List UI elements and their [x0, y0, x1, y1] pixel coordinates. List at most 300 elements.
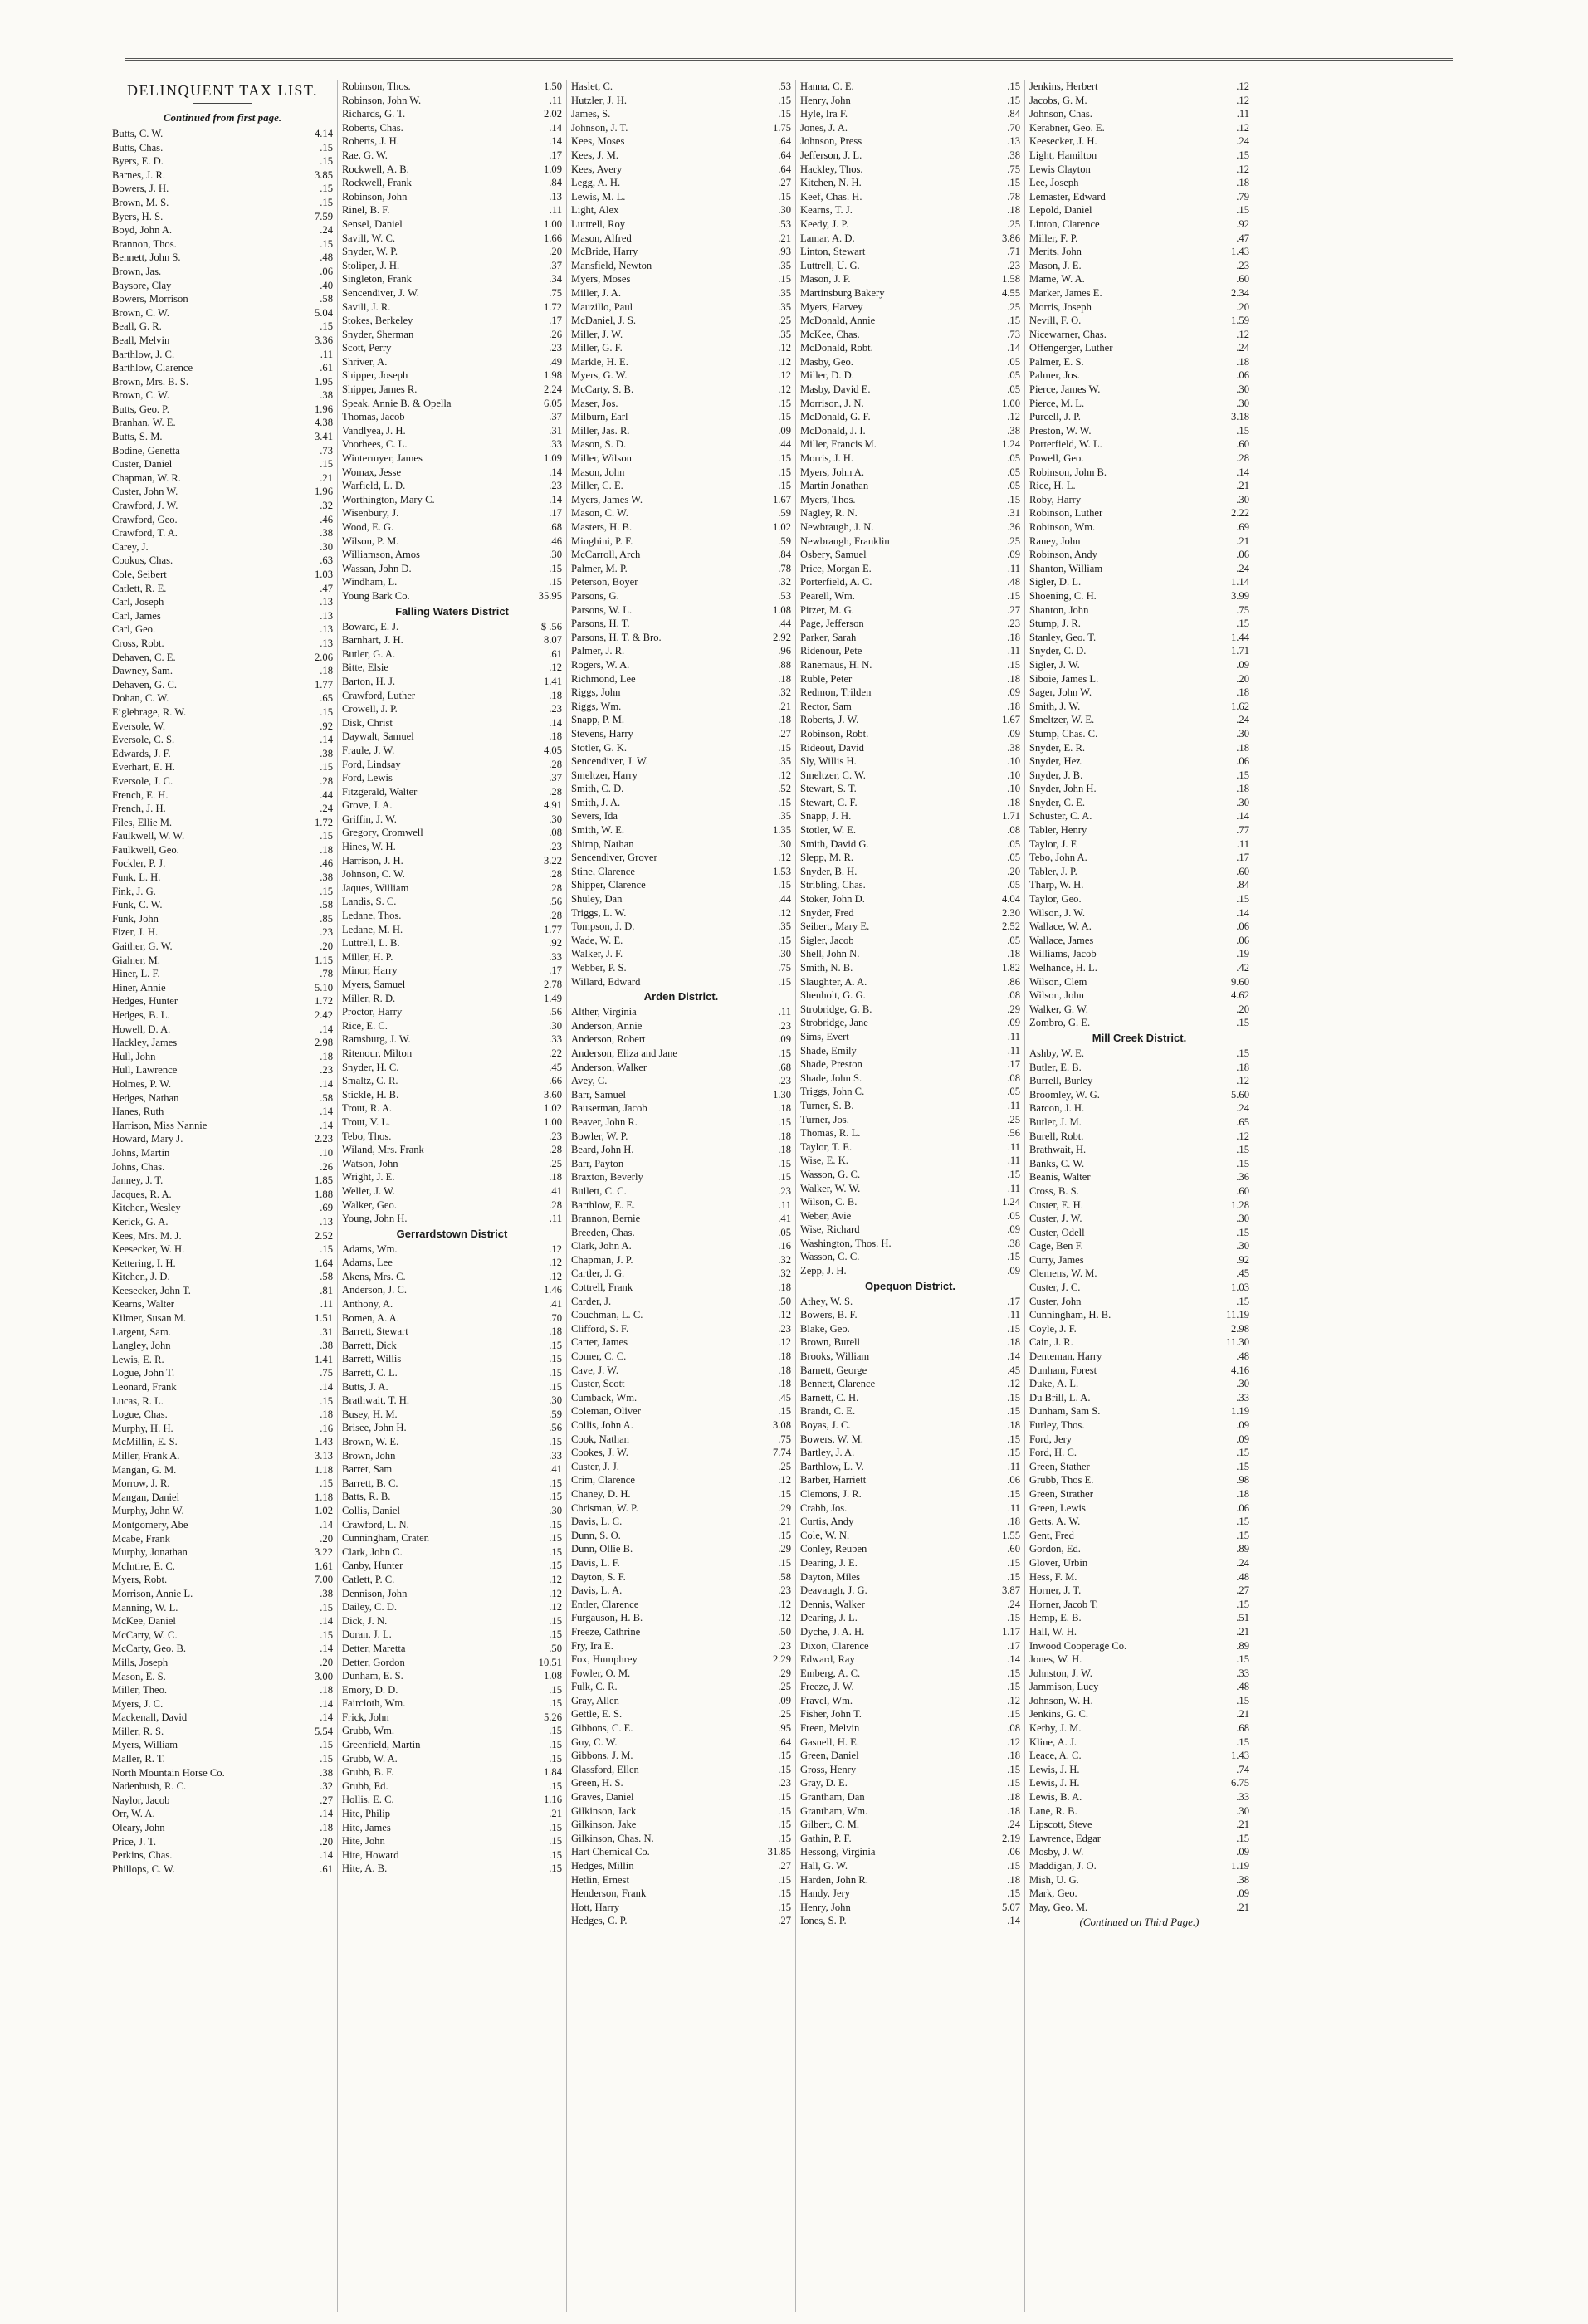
tax-entry-row [800, 782, 1020, 796]
tax-amount: .33 [549, 950, 562, 963]
tax-entry-row [571, 1653, 791, 1667]
taxpayer-name: Shell, John N. [800, 948, 860, 960]
taxpayer-name: Parsons, H. T. & Bro. [571, 631, 662, 643]
tax-amount: .09 [1007, 549, 1020, 561]
tax-entry-row [342, 785, 562, 799]
tax-entry-row [571, 727, 791, 741]
taxpayer-name: Edward, Ray [800, 1653, 855, 1666]
tax-entry-row [1029, 1088, 1249, 1102]
tax-amount: .42 [1236, 962, 1249, 974]
taxpayer-name: Brown, John [342, 1449, 396, 1462]
tax-amount: .22 [549, 1047, 562, 1059]
tax-amount: 1.02 [772, 521, 791, 533]
tax-amount: .09 [1007, 1265, 1020, 1277]
tax-amount: .15 [320, 830, 333, 842]
tax-entry-row [800, 424, 1020, 438]
taxpayer-name: Miller, F. P. [1029, 232, 1078, 244]
taxpayer-name: McCarty, Geo. B. [112, 1643, 187, 1655]
tax-amount: .26 [549, 328, 562, 340]
taxpayer-name: Gent, Fred [1029, 1529, 1074, 1541]
tax-amount: .18 [1007, 1873, 1020, 1886]
tax-amount: .11 [1007, 1501, 1020, 1514]
tax-entry-row [342, 163, 562, 177]
tax-entry-row [800, 1154, 1020, 1168]
tax-entry-row [1029, 190, 1249, 204]
taxpayer-name: Mangan, G. M. [112, 1463, 177, 1476]
tax-amount: .24 [1236, 714, 1249, 726]
taxpayer-name: James, S. [571, 108, 611, 120]
taxpayer-name: Orr, W. A. [112, 1808, 155, 1820]
taxpayer-name: Morris, Joseph [1029, 300, 1092, 313]
tax-amount: .15 [1007, 1322, 1020, 1335]
tax-amount: .15 [549, 1436, 562, 1448]
tax-amount: .18 [1236, 355, 1249, 368]
tax-amount: .31 [1007, 507, 1020, 520]
taxpayer-name: Mason, C. W. [571, 507, 628, 520]
tax-amount: .23 [778, 1639, 791, 1652]
taxpayer-name: Mason, S. D. [571, 438, 627, 451]
tax-amount: .09 [778, 1033, 791, 1046]
taxpayer-name: Gettle, E. S. [571, 1708, 623, 1721]
tax-amount: 5.26 [543, 1711, 562, 1723]
tax-amount: .14 [320, 1643, 333, 1655]
taxpayer-name: Robinson, Andy [1029, 549, 1097, 561]
tax-amount: .09 [1236, 1887, 1249, 1900]
tax-amount: .11 [549, 204, 562, 217]
tax-amount: .28 [549, 868, 562, 881]
taxpayer-name: Faircloth, Wm. [342, 1697, 406, 1710]
taxpayer-name: Brannon, Bernie [571, 1213, 641, 1225]
tax-amount: .23 [1007, 259, 1020, 271]
tax-amount: .15 [1007, 1168, 1020, 1180]
tax-amount: 1.00 [1001, 397, 1020, 409]
tax-amount: .58 [320, 1271, 333, 1283]
taxpayer-name: Kearns, Walter [112, 1298, 174, 1311]
tax-amount: .11 [549, 1213, 562, 1225]
tax-entry-row [571, 809, 791, 823]
tax-amount: .20 [320, 1532, 333, 1545]
tax-entry-row [112, 788, 333, 803]
tax-entry-row [342, 1821, 562, 1835]
taxpayer-name: Myers, Harvey [800, 300, 863, 313]
tax-entry-row [342, 854, 562, 868]
tax-entry-row [342, 1421, 562, 1435]
tax-entry-row [1029, 1721, 1249, 1736]
tax-entry-row [800, 851, 1020, 865]
tax-amount: .15 [1007, 94, 1020, 106]
tax-amount: .37 [549, 772, 562, 784]
taxpayer-name: Duke, A. L. [1029, 1378, 1079, 1390]
tax-amount: .18 [1007, 1750, 1020, 1762]
taxpayer-name: Files, Ellie M. [112, 816, 173, 828]
tax-amount: .15 [778, 466, 791, 478]
tax-entry-row [800, 1707, 1020, 1721]
tax-amount: .24 [320, 224, 333, 237]
tax-amount: .12 [778, 1309, 791, 1321]
taxpayer-name: Turner, Jos. [800, 1113, 849, 1125]
tax-amount: .13 [320, 623, 333, 636]
tax-entry-row [342, 1352, 562, 1366]
tax-entry-row [342, 689, 562, 703]
tax-amount: .17 [549, 507, 562, 520]
taxpayer-name: Lepold, Daniel [1029, 204, 1092, 217]
taxpayer-name: Kerby, J. M. [1029, 1722, 1082, 1735]
taxpayer-name: Miller, Francis M. [800, 438, 877, 451]
taxpayer-name: Jenkins, Herbert [1029, 81, 1098, 92]
taxpayer-name: Green, Stather [1029, 1460, 1090, 1472]
taxpayer-name: Comer, C. C. [571, 1350, 627, 1363]
tax-entry-row [571, 961, 791, 975]
taxpayer-name: Womax, Jesse [342, 466, 402, 478]
tax-amount: .15 [320, 320, 333, 333]
tax-entry-row [800, 217, 1020, 232]
tax-entry-row [571, 259, 791, 273]
tax-amount: .38 [320, 872, 333, 884]
taxpayer-name: Price, J. T. [112, 1835, 157, 1848]
tax-entry-row [1029, 782, 1249, 796]
tax-entry-row [800, 1721, 1020, 1736]
taxpayer-name: Myers, William [112, 1739, 178, 1751]
tax-entry-row [112, 1697, 333, 1711]
tax-amount: 1.19 [1230, 1860, 1249, 1872]
tax-amount: .11 [1007, 645, 1020, 657]
tax-amount: .18 [1007, 1804, 1020, 1817]
tax-entry-row [800, 644, 1020, 658]
tax-amount: .15 [549, 1752, 562, 1765]
tax-amount: .18 [549, 689, 562, 701]
tax-entry-row [342, 134, 562, 149]
tax-entry-row [571, 1295, 791, 1309]
taxpayer-name: McBride, Harry [571, 246, 638, 258]
taxpayer-name: Hull, Lawrence [112, 1064, 178, 1077]
taxpayer-name: Grantham, Wm. [800, 1804, 868, 1817]
taxpayer-name: Custer, Odell [1029, 1226, 1085, 1238]
tax-amount: .12 [549, 1573, 562, 1585]
tax-amount: .84 [1236, 879, 1249, 891]
tax-amount: .18 [1236, 686, 1249, 699]
tax-entry-row [571, 1350, 791, 1364]
column-5 [1024, 80, 1253, 2312]
tax-entry-row [1029, 1184, 1249, 1199]
taxpayer-name: Robinson, John [342, 190, 408, 203]
taxpayer-name: Crowell, J. P. [342, 703, 398, 715]
tax-amount: .15 [1007, 1763, 1020, 1775]
tax-amount: .15 [1236, 1598, 1249, 1610]
tax-entry-row [800, 1350, 1020, 1364]
taxpayer-name: Dailey, C. D. [342, 1601, 397, 1614]
tax-entry-row [112, 1449, 333, 1463]
tax-amount: .68 [778, 1061, 791, 1073]
taxpayer-name: Wilson, Clem [1029, 975, 1087, 988]
taxpayer-name: Bowler, W. P. [571, 1130, 628, 1142]
tax-amount: .18 [778, 1130, 791, 1142]
taxpayer-name: Sencendiver, J. W. [342, 286, 419, 299]
tax-amount: .15 [1007, 1860, 1020, 1872]
taxpayer-name: Robinson, Wm. [1029, 521, 1096, 533]
tax-entry-row [800, 769, 1020, 783]
tax-entry-row [571, 672, 791, 686]
taxpayer-name: Custer, J. J. [571, 1460, 619, 1472]
tax-amount: 1.58 [1001, 273, 1020, 286]
tax-amount: .15 [1236, 1832, 1249, 1844]
taxpayer-name: Entler, Clarence [571, 1598, 639, 1610]
tax-entry-row [112, 1380, 333, 1394]
tax-entry-row [571, 107, 791, 121]
tax-entry-row [342, 813, 562, 827]
tax-amount: .15 [1007, 1447, 1020, 1459]
tax-entry-row [342, 1297, 562, 1311]
tax-entry-row [800, 341, 1020, 355]
tax-entry-row [571, 851, 791, 865]
taxpayer-name: Crawford, Geo. [112, 513, 178, 525]
tax-amount: .30 [1236, 727, 1249, 740]
tax-amount: 1.72 [314, 995, 333, 1008]
tax-amount: .15 [1236, 1736, 1249, 1748]
tax-entry-row [112, 1270, 333, 1284]
tax-entry-row [571, 892, 791, 906]
tax-amount: .28 [1236, 452, 1249, 465]
tax-amount: 2.98 [1230, 1322, 1249, 1335]
tax-amount: .30 [549, 813, 562, 825]
taxpayer-name: Bowers, B. F. [800, 1309, 858, 1321]
tax-entry-row [571, 1832, 791, 1846]
columns-container [108, 80, 1486, 2312]
tax-amount: .25 [778, 1460, 791, 1472]
taxpayer-name: Sigler, J. W. [1029, 658, 1080, 671]
taxpayer-name: Snyder, C. E. [1029, 796, 1086, 808]
taxpayer-name: Eversole, C. S. [112, 734, 175, 746]
taxpayer-name: Slepp, M. R. [800, 852, 854, 864]
tax-entry-row [571, 1170, 791, 1184]
taxpayer-name: Davis, L. C. [571, 1516, 623, 1528]
tax-amount: .15 [1236, 1226, 1249, 1238]
tax-entry-row [571, 1418, 791, 1433]
tax-amount: .15 [1007, 1887, 1020, 1900]
tax-entry-row [1029, 452, 1249, 466]
tax-amount: .21 [320, 471, 333, 484]
tax-amount: 1.51 [314, 1312, 333, 1325]
tax-entry-row [112, 1394, 333, 1409]
taxpayer-name: Smaltz, C. R. [342, 1075, 398, 1087]
taxpayer-name: Lamar, A. D. [800, 232, 855, 244]
tax-entry-row [112, 760, 333, 774]
tax-entry-row [342, 1212, 562, 1226]
tax-entry-row [800, 1529, 1020, 1543]
tax-amount: .15 [778, 1171, 791, 1184]
tax-entry-row [571, 1074, 791, 1088]
tax-entry-row [342, 1283, 562, 1297]
tax-entry-row [800, 410, 1020, 424]
tax-amount: .09 [778, 1694, 791, 1706]
tax-entry-row [112, 691, 333, 706]
taxpayer-name: Bodine, Genetta [112, 444, 180, 456]
taxpayer-name: Gilbert, C. M. [800, 1819, 860, 1831]
tax-amount: .30 [549, 1394, 562, 1407]
tax-amount: .64 [778, 163, 791, 175]
taxpayer-name: Myers, Thos. [800, 493, 856, 505]
tax-entry-row [1029, 1667, 1249, 1681]
tax-entry-row [800, 1859, 1020, 1873]
taxpayer-name: Anderson, Eliza and Jane [571, 1047, 677, 1059]
taxpayer-name: Fravel, Wm. [800, 1694, 853, 1706]
tax-amount: .15 [1236, 1295, 1249, 1307]
tax-entry-row [800, 1099, 1020, 1113]
tax-entry-row [571, 1790, 791, 1804]
tax-entry-row [342, 1088, 562, 1102]
taxpayer-name: Pearell, Wm. [800, 589, 855, 602]
taxpayer-name: Ledane, M. H. [342, 923, 403, 935]
tax-amount: .18 [320, 665, 333, 677]
tax-entry-row [571, 1308, 791, 1322]
tax-entry-row [571, 713, 791, 727]
tax-amount: .21 [1236, 1708, 1249, 1721]
tax-amount: .41 [549, 1463, 562, 1476]
taxpayer-name: Anthony, A. [342, 1298, 393, 1311]
taxpayer-name: Miller, R. S. [112, 1725, 164, 1737]
tax-amount: .17 [549, 315, 562, 327]
taxpayer-name: Kerabner, Geo. E. [1029, 121, 1105, 134]
tax-entry-row [112, 871, 333, 885]
tax-amount: .23 [320, 926, 333, 939]
taxpayer-name: Coyle, J. F. [1029, 1322, 1077, 1335]
taxpayer-name: Dunn, S. O. [571, 1529, 621, 1541]
tax-entry-row [342, 1366, 562, 1380]
tax-entry-row [571, 535, 791, 549]
tax-amount: .15 [778, 1487, 791, 1500]
tax-amount: .06 [1236, 934, 1249, 946]
tax-amount: .30 [1236, 1240, 1249, 1252]
taxpayer-name: Batts, R. B. [342, 1491, 391, 1503]
tax-amount: .14 [320, 1106, 333, 1118]
tax-amount: 1.03 [314, 569, 333, 580]
tax-entry-row [1029, 1460, 1249, 1474]
taxpayer-name: Furley, Thos. [1029, 1419, 1085, 1431]
tax-entry-row [1029, 1873, 1249, 1887]
tax-amount: 1.24 [1001, 438, 1020, 451]
tax-amount: .18 [1236, 783, 1249, 795]
tax-entry-row [571, 1667, 791, 1681]
taxpayer-name: Mosby, J. W. [1029, 1846, 1084, 1858]
tax-amount: .35 [778, 259, 791, 271]
tax-amount: .10 [1007, 755, 1020, 768]
taxpayer-name: Roberts, Chas. [342, 121, 403, 134]
tax-entry-row [800, 1873, 1020, 1887]
tax-entry-row [571, 1487, 791, 1501]
tax-amount: .12 [549, 1257, 562, 1269]
taxpayer-name: Smith, David G. [800, 837, 869, 850]
taxpayer-name: Shanton, John [1029, 603, 1089, 616]
tax-amount: .14 [320, 1077, 333, 1090]
taxpayer-name: Rogers, W. A. [571, 658, 630, 671]
tax-amount: .46 [320, 513, 333, 525]
taxpayer-name: Byers, H. S. [112, 210, 164, 222]
column-4 [795, 80, 1024, 2312]
tax-entry-row [571, 1501, 791, 1516]
tax-entry-row [112, 251, 333, 265]
taxpayer-name: Mason, John [571, 466, 625, 478]
taxpayer-name: Cain, J. R. [1029, 1336, 1073, 1349]
tax-amount: .15 [778, 975, 791, 988]
tax-amount: .14 [1007, 1653, 1020, 1666]
tax-amount: .45 [549, 1061, 562, 1073]
taxpayer-name: Hess, F. M. [1029, 1570, 1077, 1583]
taxpayer-name: Brisee, John H. [342, 1422, 407, 1434]
tax-entry-row [800, 383, 1020, 397]
tax-entry-row [342, 369, 562, 383]
tax-entry-row [1029, 796, 1249, 810]
taxpayer-name: Miller, R. D. [342, 992, 396, 1004]
tax-entry-row [571, 1901, 791, 1915]
tax-amount: .27 [1007, 603, 1020, 616]
tax-amount: .64 [778, 135, 791, 148]
taxpayer-name: Sensel, Daniel [342, 217, 403, 230]
tax-entry-row [800, 961, 1020, 975]
taxpayer-name: Morrison, Annie L. [112, 1587, 193, 1599]
tax-entry-row [112, 1863, 333, 1877]
tax-entry-row [342, 589, 562, 603]
taxpayer-name: Sencendiver, Grover [571, 852, 657, 864]
taxpayer-name: Cook, Nathan [571, 1433, 629, 1445]
taxpayer-name: Butts, Geo. P. [112, 403, 169, 415]
taxpayer-name: Boward, E. J. [342, 620, 399, 632]
taxpayer-name: Fowler, O. M. [571, 1667, 631, 1679]
tax-amount: 31.85 [767, 1846, 791, 1858]
tax-amount: 1.84 [543, 1766, 562, 1779]
tax-entry-row [1029, 437, 1249, 452]
tax-amount: .15 [778, 934, 791, 946]
tax-entry-row [800, 1901, 1020, 1915]
taxpayer-name: Edwards, J. F. [112, 747, 171, 759]
tax-entry-row [112, 1063, 333, 1077]
tax-amount: 1.19 [1230, 1405, 1249, 1418]
tax-entry-row [112, 568, 333, 582]
tax-amount: .12 [778, 1612, 791, 1624]
tax-amount: .60 [1236, 865, 1249, 877]
tax-entry-row [112, 444, 333, 458]
tax-amount: .05 [1007, 369, 1020, 382]
taxpayer-name: Hanna, C. E. [800, 81, 854, 92]
tax-entry-row [571, 94, 791, 108]
tax-entry-row [342, 1047, 562, 1061]
tax-entry-row [342, 1394, 562, 1408]
tax-entry-row [112, 320, 333, 334]
taxpayer-name: Cunningham, Craten [342, 1532, 429, 1545]
taxpayer-name: Gialner, M. [112, 954, 160, 966]
taxpayer-name: Iones, S. P. [800, 1915, 847, 1927]
tax-entry-row [571, 300, 791, 315]
taxpayer-name: Smith, C. D. [571, 783, 624, 795]
taxpayer-name: Faulkwell, Geo. [112, 843, 179, 856]
tax-entry-row [800, 575, 1020, 589]
taxpayer-name: Miller, J. A. [571, 286, 622, 299]
taxpayer-name: Wisenbury, J. [342, 507, 399, 520]
tax-amount: 1.09 [543, 163, 562, 175]
tax-amount: .23 [320, 1064, 333, 1077]
district-heading: Mill Creek District. [1092, 1031, 1187, 1044]
tax-entry-row [800, 1182, 1020, 1196]
taxpayer-name: Pitzer, M. G. [800, 603, 854, 616]
taxpayer-name: Stevens, Harry [571, 727, 633, 740]
tax-amount: .18 [778, 714, 791, 726]
tax-amount: .48 [1236, 1350, 1249, 1363]
tax-amount: .12 [778, 1474, 791, 1487]
tax-amount: .12 [1236, 94, 1249, 106]
tax-entry-row [800, 1322, 1020, 1336]
tax-amount: .12 [1236, 121, 1249, 134]
tax-amount: .34 [549, 273, 562, 286]
tax-entry-row [1029, 1529, 1249, 1543]
tax-entry-row [112, 940, 333, 954]
